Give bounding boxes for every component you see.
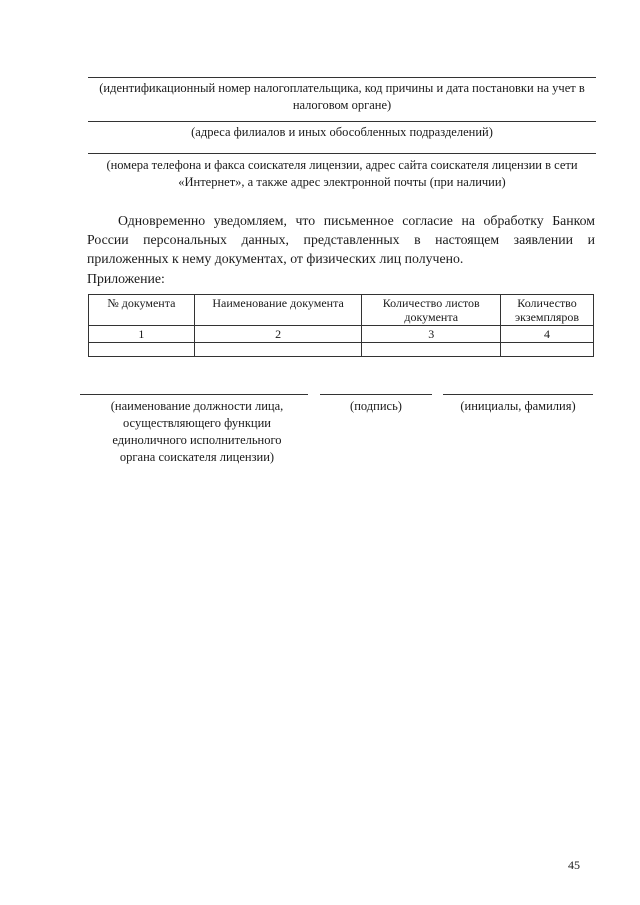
consent-paragraph: Одновременно уведомляем, что письменное согласие на обработку Банком России персональных данных, представленных в настоящем заявлении и приложенных к нему документах, от физических лиц получено. [87, 213, 595, 266]
table-cell[interactable] [501, 343, 594, 357]
appendix-label: Приложение: [87, 271, 165, 286]
position-caption: (наименование должности лица, осуществляющего функции единоличного исполнительного органа соискателя лицензии) [110, 399, 284, 464]
branches-field-line [88, 121, 596, 122]
column-header-sheet-count: Количество листов документа [362, 295, 501, 326]
numbering-cell: 3 [362, 326, 501, 343]
appendix-table-header-row [89, 295, 594, 326]
position-signature-line [80, 394, 308, 395]
signature-line [320, 394, 432, 395]
table-cell[interactable] [362, 343, 501, 357]
taxpayer-field-line [88, 77, 596, 78]
table-row [89, 343, 594, 357]
column-header-doc-number: № документа [89, 295, 195, 326]
appendix-table [88, 294, 594, 357]
contacts-field-caption: (номера телефона и факса соискателя лицензии, адрес сайта соискателя лицензии в сети «Интернет», а также адрес электронной почты (при наличии) [106, 158, 578, 189]
name-signature-line [443, 394, 593, 395]
appendix-table-numbering-row [89, 326, 594, 343]
table-cell[interactable] [89, 343, 195, 357]
signature-caption: (подпись) [350, 399, 402, 413]
table-cell[interactable] [194, 343, 362, 357]
taxpayer-field-caption: (идентификационный номер налогоплательщика, код причины и дата постановки на учет в налоговом органе) [99, 81, 585, 112]
branches-field-caption: (адреса филиалов и иных обособленных подразделений) [191, 125, 493, 139]
numbering-cell: 2 [194, 326, 362, 343]
page-number: 45 [568, 858, 580, 872]
contacts-field-line [88, 153, 596, 154]
column-header-copies-count: Количество экземпляров [501, 295, 594, 326]
numbering-cell: 4 [501, 326, 594, 343]
column-header-doc-name: Наименование документа [194, 295, 362, 326]
numbering-cell: 1 [89, 326, 195, 343]
name-caption: (инициалы, фамилия) [460, 399, 576, 413]
